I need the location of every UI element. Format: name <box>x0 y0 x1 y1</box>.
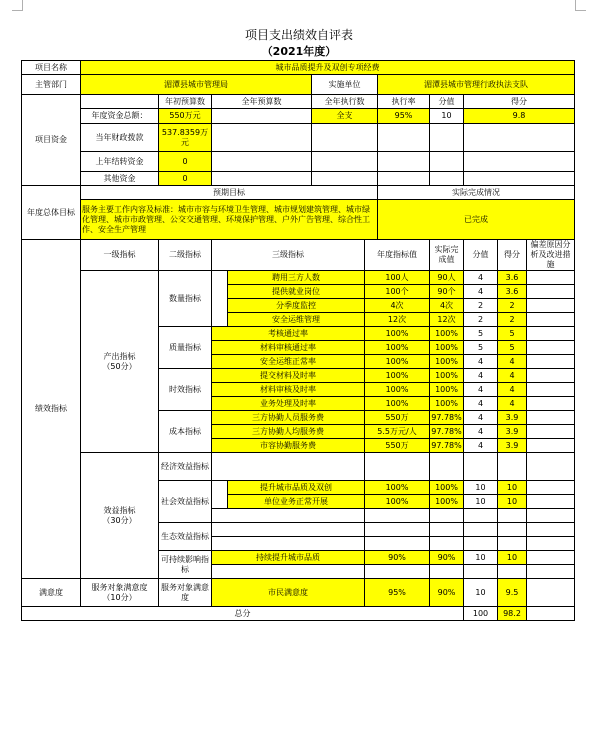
row-funds-carry <box>22 152 575 172</box>
indicator-actual <box>430 509 464 523</box>
funds-exec <box>312 152 378 172</box>
funds-score <box>464 152 575 172</box>
funds-header-initial: 年初预算数 <box>159 95 212 109</box>
indicator-deviation <box>527 285 575 299</box>
indicator-target: 100% <box>365 355 430 369</box>
funds-full <box>212 152 312 172</box>
indicator-name: 市容协勤服务费 <box>212 439 365 453</box>
indicator-weight <box>464 523 498 537</box>
indicator-score <box>498 523 527 537</box>
satisfaction-indicator-name: 市民满意度 <box>212 579 365 607</box>
indicator-actual: 100% <box>430 383 464 397</box>
indicator-score: 10 <box>498 495 527 509</box>
satisfaction-deviation <box>527 579 575 607</box>
indicator-name: 安全运维管理 <box>228 313 365 327</box>
funds-row-label: 上年结转资金 <box>81 152 159 172</box>
funds-blank-header <box>81 95 159 109</box>
indicator-target: 100% <box>365 481 430 495</box>
indicator-deviation <box>527 537 575 551</box>
indicator-deviation <box>527 327 575 341</box>
satisfaction-level2-label: 服务对象满意度 <box>159 579 212 607</box>
indicator-name: 三方协勤人员服务费 <box>212 411 365 425</box>
indicator-target <box>365 509 430 523</box>
funds-weight: 10 <box>430 109 464 124</box>
row-funds-other <box>22 172 575 186</box>
satisfaction-weight: 10 <box>464 579 498 607</box>
indicator-actual: 90% <box>430 551 464 565</box>
funds-exec <box>312 172 378 186</box>
indicator-actual: 4次 <box>430 299 464 313</box>
indicator-weight: 4 <box>464 355 498 369</box>
indicator-score: 10 <box>498 481 527 495</box>
indicator-target: 550万 <box>365 411 430 425</box>
indicator-weight: 5 <box>464 341 498 355</box>
goals-actual-text: 已完成 <box>378 200 575 240</box>
indicator-weight <box>464 453 498 481</box>
indicator-actual: 97.78% <box>430 411 464 425</box>
indicator-row <box>22 271 575 285</box>
indicator-actual: 100% <box>430 327 464 341</box>
indicator-actual: 90人 <box>430 271 464 285</box>
funds-full <box>212 172 312 186</box>
satisfaction-target: 95% <box>365 579 430 607</box>
row-goals-content <box>22 200 575 240</box>
indicator-weight: 4 <box>464 285 498 299</box>
indicator-actual: 97.78% <box>430 439 464 453</box>
satisfaction-level1-label: 服务对象满意度 （10分） <box>81 579 159 607</box>
indicator-score: 4 <box>498 397 527 411</box>
ecological-indicator-label: 生态效益指标 <box>159 523 212 551</box>
indicator-score <box>498 453 527 481</box>
row-total <box>22 607 575 621</box>
unit-value: 湄潭县城市管理行政执法支队 <box>378 75 575 95</box>
perf-header-weight: 分值 <box>464 240 498 271</box>
indicator-target <box>365 537 430 551</box>
evaluation-table <box>21 60 575 621</box>
funds-row-label: 当年财政拨款 <box>81 124 159 152</box>
indicator-actual: 90个 <box>430 285 464 299</box>
indicator-target: 550万 <box>365 439 430 453</box>
indicator-score: 3.9 <box>498 439 527 453</box>
cost-indicator-label: 成本指标 <box>159 411 212 453</box>
funds-initial: 0 <box>159 172 212 186</box>
perf-header-level3: 三级指标 <box>212 240 365 271</box>
indicator-weight: 4 <box>464 271 498 285</box>
funds-header-score: 得分 <box>464 95 575 109</box>
funds-rate <box>378 152 430 172</box>
funds-header-full: 全年预算数 <box>212 95 312 109</box>
social-indicator-label: 社会效益指标 <box>159 481 212 523</box>
indicator-target: 90% <box>365 551 430 565</box>
dept-label: 主管部门 <box>22 75 81 95</box>
perf-header-level2: 二级指标 <box>159 240 212 271</box>
indicator-weight: 4 <box>464 369 498 383</box>
indicator-target: 100% <box>365 341 430 355</box>
funds-rate <box>378 172 430 186</box>
indicator-row <box>22 453 575 481</box>
indicator-score <box>498 537 527 551</box>
indicator-score <box>498 509 527 523</box>
indicator-target: 100% <box>365 495 430 509</box>
indicator-weight: 10 <box>464 481 498 495</box>
page-title: 项目支出绩效自评表 <box>244 28 353 42</box>
indicator-name: 持续提升城市品质 <box>212 551 365 565</box>
quality-indicator-label: 质量指标 <box>159 327 212 369</box>
indicator-target: 100% <box>365 383 430 397</box>
indicator-name: 三方协勤人均服务费 <box>212 425 365 439</box>
funds-section-label: 项目资金 <box>22 95 81 186</box>
indicator-target: 100个 <box>365 285 430 299</box>
indicator-target: 100% <box>365 327 430 341</box>
indicator-weight: 10 <box>464 495 498 509</box>
goals-expected-label: 预期目标 <box>81 186 378 200</box>
funds-full <box>212 109 312 124</box>
indicator-actual <box>430 523 464 537</box>
funds-score <box>464 172 575 186</box>
indicator-weight: 4 <box>464 383 498 397</box>
indicator-weight: 2 <box>464 299 498 313</box>
indicator-weight: 4 <box>464 411 498 425</box>
indicator-weight: 4 <box>464 425 498 439</box>
indicator-deviation <box>527 551 575 565</box>
quantity-indicator-label: 数量指标 <box>159 271 212 327</box>
funds-score: 9.8 <box>464 109 575 124</box>
indicator-name: 材料审核及时率 <box>212 383 365 397</box>
indicator-deviation <box>527 383 575 397</box>
funds-exec: 全支 <box>312 109 378 124</box>
indicator-score: 3.9 <box>498 411 527 425</box>
indicator-weight: 5 <box>464 327 498 341</box>
indicator-score: 4 <box>498 369 527 383</box>
indicator-score: 3.9 <box>498 425 527 439</box>
indicator-deviation <box>527 341 575 355</box>
row-funds-fiscal <box>22 124 575 152</box>
dept-value: 湄潭县城市管理局 <box>81 75 312 95</box>
indicator-target: 5.5万元/人 <box>365 425 430 439</box>
indicator-actual <box>430 537 464 551</box>
indicator-deviation <box>527 271 575 285</box>
indicator-name <box>212 537 365 551</box>
indicator-score: 4 <box>498 355 527 369</box>
indicator-score <box>498 565 527 579</box>
funds-row-label: 其他资金 <box>81 172 159 186</box>
indicator-actual: 12次 <box>430 313 464 327</box>
indicator-target: 4次 <box>365 299 430 313</box>
row-project-name <box>22 61 575 75</box>
row-satisfaction <box>22 579 575 607</box>
indicator-name <box>212 509 365 523</box>
indicator-name: 材料审核通过率 <box>212 341 365 355</box>
project-name-value: 城市品质提升及双创专项经费 <box>81 61 575 75</box>
total-label: 总分 <box>22 607 464 621</box>
indicator-weight <box>464 537 498 551</box>
indicator-target: 100% <box>365 397 430 411</box>
indicator-score: 5 <box>498 341 527 355</box>
benefit-indicator-label: 效益指标 （30分） <box>81 453 159 579</box>
perf-header-score: 得分 <box>498 240 527 271</box>
row-dept <box>22 75 575 95</box>
indicator-target: 12次 <box>365 313 430 327</box>
indicator-target <box>365 523 430 537</box>
unit-label: 实施单位 <box>312 75 378 95</box>
indicator-name: 提供就业岗位 <box>228 285 365 299</box>
funds-weight <box>430 124 464 152</box>
satisfaction-actual: 90% <box>430 579 464 607</box>
indicator-actual: 100% <box>430 397 464 411</box>
funds-exec <box>312 124 378 152</box>
funds-header-weight: 分值 <box>430 95 464 109</box>
satisfaction-section-label: 满意度 <box>22 579 81 607</box>
funds-header-rate: 执行率 <box>378 95 430 109</box>
indicator-actual: 100% <box>430 355 464 369</box>
indicator-weight: 4 <box>464 439 498 453</box>
indicator-target <box>365 453 430 481</box>
perf-section-label: 绩效指标 <box>22 240 81 579</box>
indicator-deviation <box>527 523 575 537</box>
indicator-score: 3.6 <box>498 271 527 285</box>
indicator-deviation <box>527 453 575 481</box>
indicator-score: 2 <box>498 299 527 313</box>
indicator-deviation <box>527 425 575 439</box>
timeliness-indicator-label: 时效指标 <box>159 369 212 411</box>
page-year: （2021年度） <box>261 45 337 58</box>
indicator-deviation <box>527 509 575 523</box>
row-funds-total <box>22 109 575 124</box>
indicator-weight <box>464 509 498 523</box>
indicator-name: 聘用三方人数 <box>228 271 365 285</box>
funds-weight <box>430 152 464 172</box>
indicator-actual <box>430 565 464 579</box>
indicator-deviation <box>527 397 575 411</box>
indicator-actual <box>430 453 464 481</box>
indicator-name: 提交材料及时率 <box>212 369 365 383</box>
indicator-actual: 100% <box>430 341 464 355</box>
indicator-target <box>365 565 430 579</box>
funds-full <box>212 124 312 152</box>
indicator-target: 100人 <box>365 271 430 285</box>
economic-indicator-label: 经济效益指标 <box>159 453 212 481</box>
project-name-label: 项目名称 <box>22 61 81 75</box>
funds-row-label: 年度资金总额： <box>81 109 159 124</box>
perf-header-target: 年度指标值 <box>365 240 430 271</box>
row-funds-header <box>22 95 575 109</box>
funds-header-exec: 全年执行数 <box>312 95 378 109</box>
funds-score <box>464 124 575 152</box>
indicator-deviation <box>527 439 575 453</box>
page-corner-mark-right <box>575 0 586 11</box>
perf-header-actual: 实际完成值 <box>430 240 464 271</box>
indicator-deviation <box>527 495 575 509</box>
sustain-indicator-label: 可持续影响指标 <box>159 551 212 579</box>
indicator-name <box>212 453 365 481</box>
perf-header-level1: 一级指标 <box>81 240 159 271</box>
indicator-name: 分季度监控 <box>228 299 365 313</box>
output-indicator-label: 产出指标 （50分） <box>81 271 159 453</box>
indicator-actual: 97.78% <box>430 425 464 439</box>
row-goals-header <box>22 186 575 200</box>
indicator-score: 2 <box>498 313 527 327</box>
goals-expected-text: 服务主要工作内容及标准：城市市容与环境卫生管理、城市规划建筑管理、城市绿化管理、城市市政管理、公交交通管理、环境保护管理、户外广告管理、综合性工作、安全生产管理 <box>81 200 378 240</box>
indicator-name <box>212 523 365 537</box>
indicator-deviation <box>527 299 575 313</box>
row-perf-header <box>22 240 575 271</box>
total-score: 98.2 <box>498 607 527 621</box>
indicator-target: 100% <box>365 369 430 383</box>
indicator-deviation <box>527 313 575 327</box>
indicator-name: 安全运维正常率 <box>212 355 365 369</box>
indicator-actual: 100% <box>430 369 464 383</box>
indicator-deviation <box>527 481 575 495</box>
indicator-weight: 2 <box>464 313 498 327</box>
funds-weight <box>430 172 464 186</box>
indicator-weight: 10 <box>464 551 498 565</box>
funds-initial: 550万元 <box>159 109 212 124</box>
indicator-deviation <box>527 411 575 425</box>
indicator-deviation <box>527 355 575 369</box>
indicator-weight: 4 <box>464 397 498 411</box>
satisfaction-score: 9.5 <box>498 579 527 607</box>
indicator-name: 单位业务正常开展 <box>228 495 365 509</box>
funds-initial: 0 <box>159 152 212 172</box>
indicator-name <box>212 565 365 579</box>
indicator-deviation <box>527 565 575 579</box>
indicator-deviation <box>527 369 575 383</box>
total-deviation <box>527 607 575 621</box>
indicator-name: 提升城市品质及双创 <box>228 481 365 495</box>
indicator-score: 4 <box>498 383 527 397</box>
indicator-score: 10 <box>498 551 527 565</box>
indicator-actual: 100% <box>430 495 464 509</box>
goals-section-label: 年度总体目标 <box>22 186 81 240</box>
goals-actual-label: 实际完成情况 <box>378 186 575 200</box>
funds-rate <box>378 124 430 152</box>
funds-rate: 95% <box>378 109 430 124</box>
indicator-score: 5 <box>498 327 527 341</box>
indicator-name: 考核通过率 <box>212 327 365 341</box>
total-weight: 100 <box>464 607 498 621</box>
funds-initial: 537.8359万元 <box>159 124 212 152</box>
indicator-name: 业务处理及时率 <box>212 397 365 411</box>
perf-header-deviation: 偏差原因分析及改进措施 <box>527 240 575 271</box>
page-corner-mark-left <box>12 0 23 11</box>
indicator-weight <box>464 565 498 579</box>
indicator-score: 3.6 <box>498 285 527 299</box>
indicator-actual: 100% <box>430 481 464 495</box>
